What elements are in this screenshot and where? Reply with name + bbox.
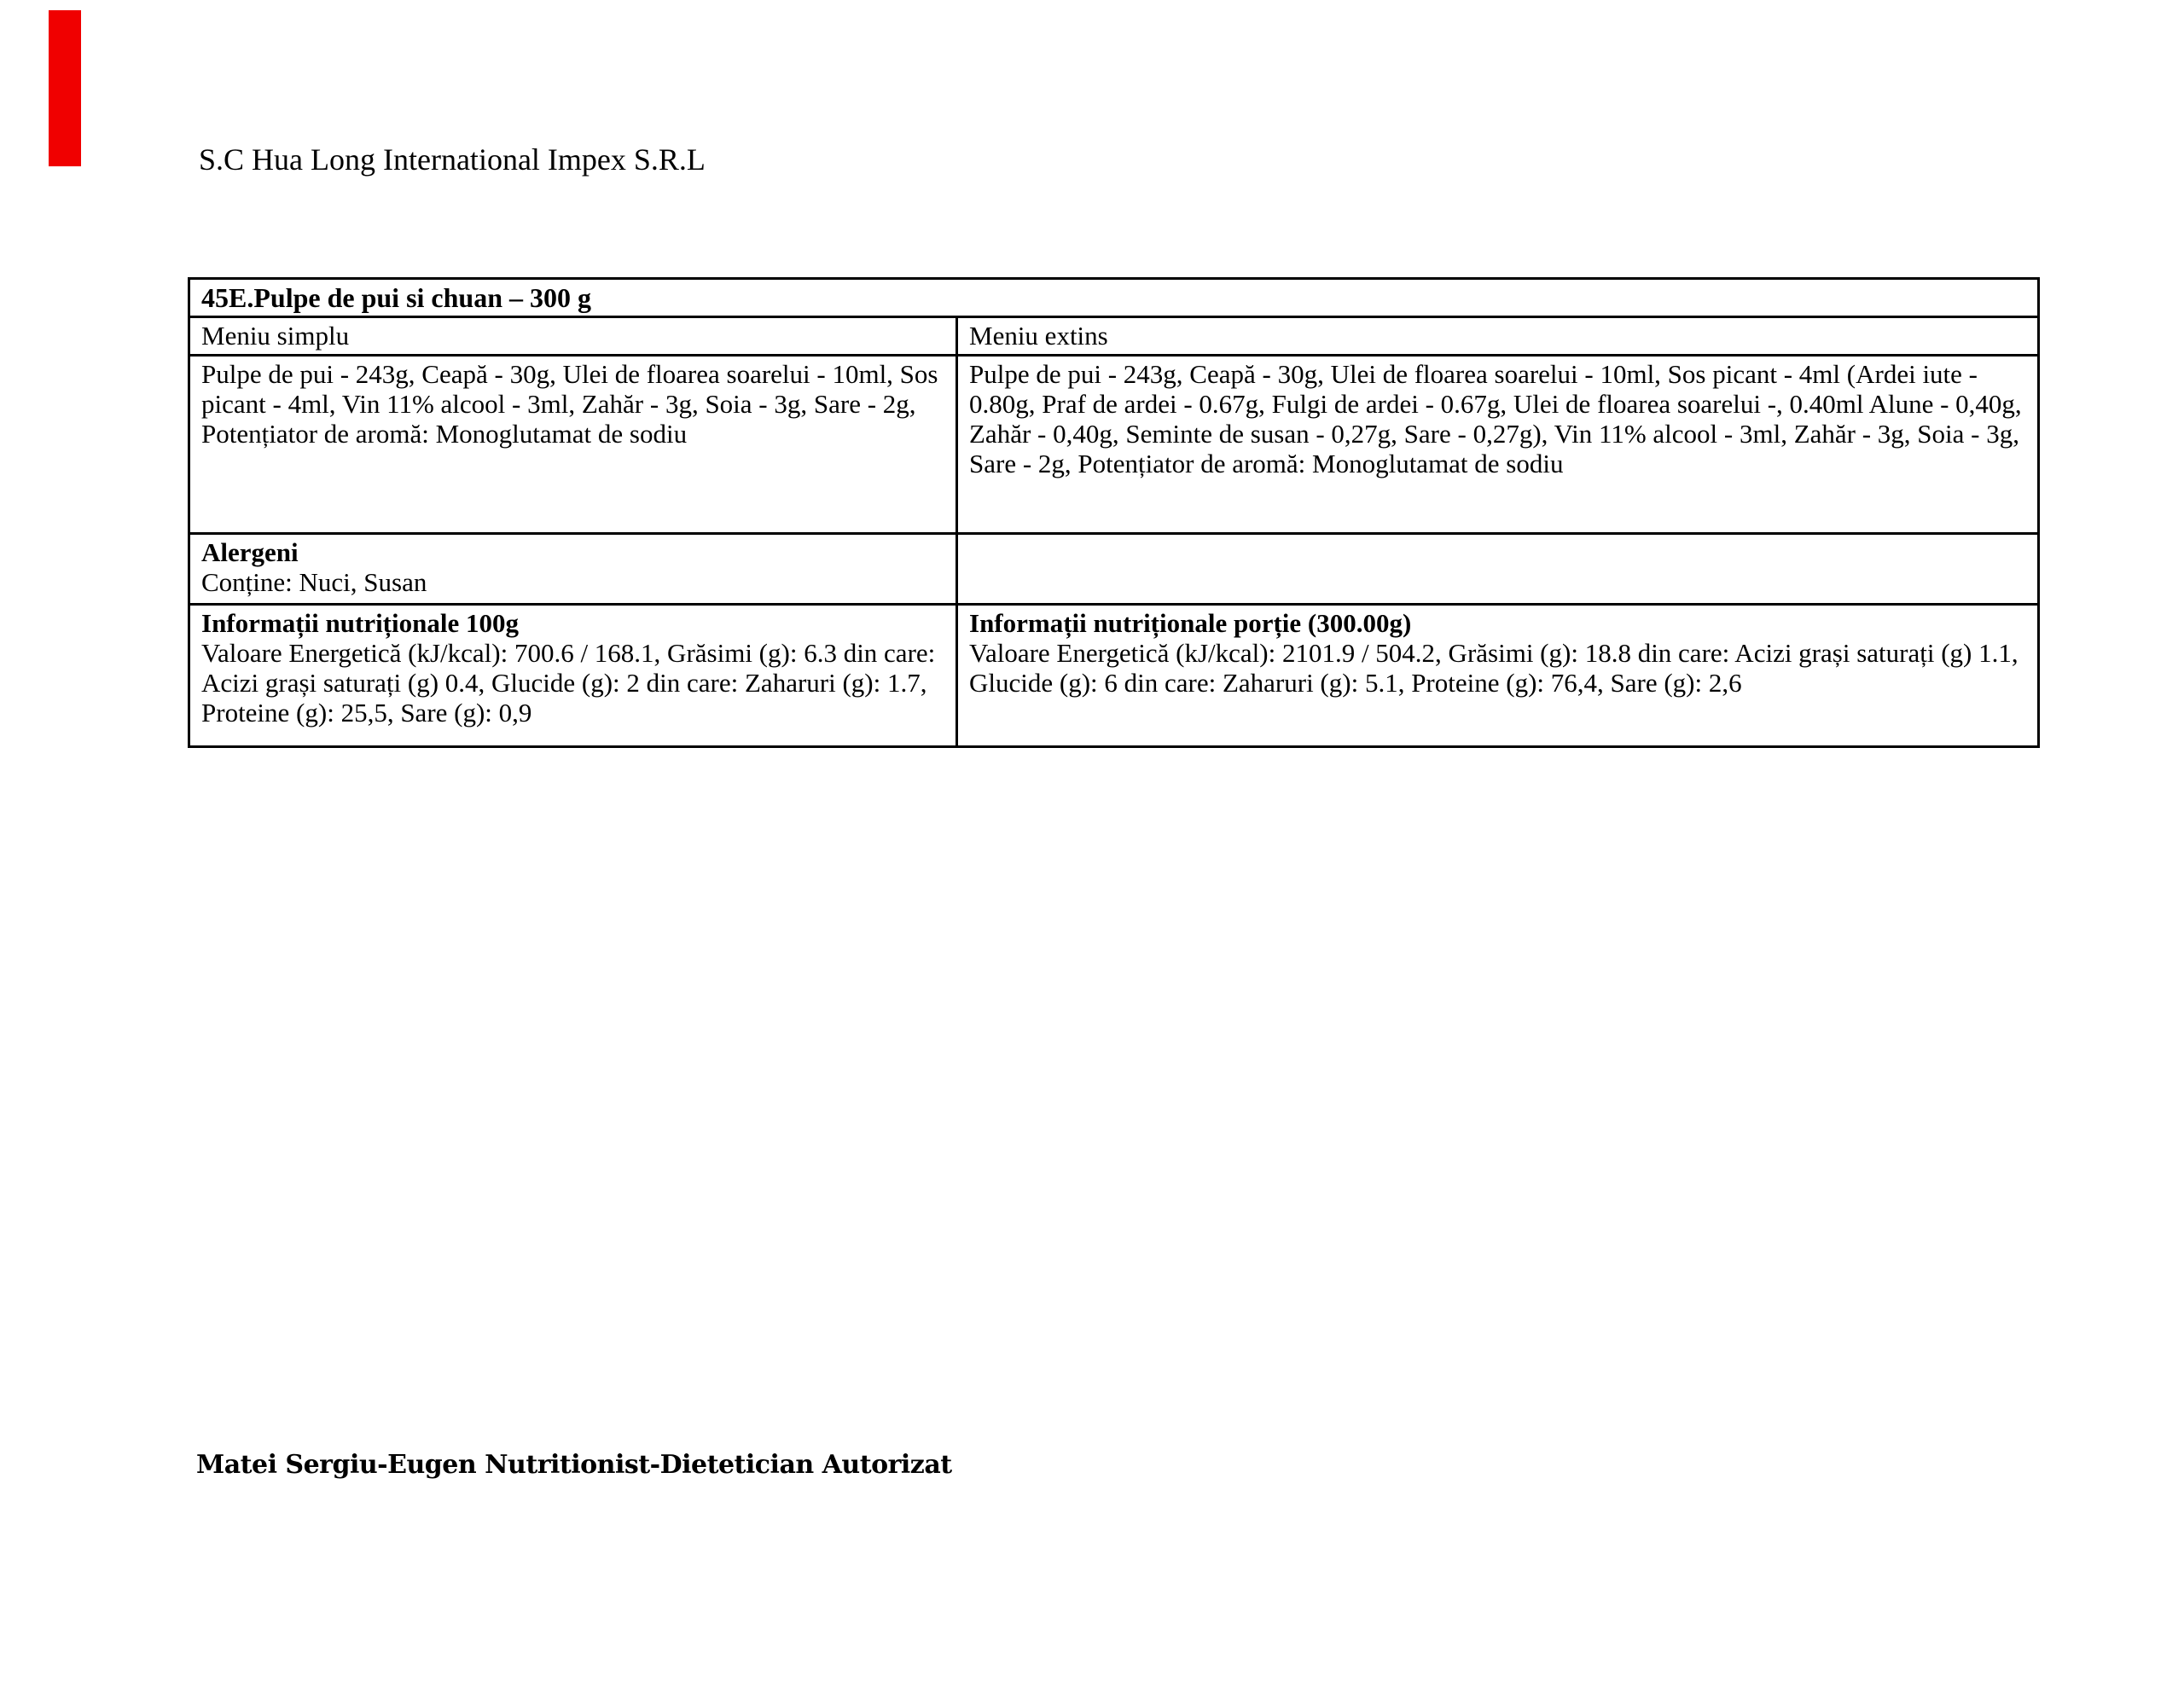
- nutrition-portion-body: Valoare Energetică (kJ/kcal): 2101.9 / 504.2, Grăsimi (g): 18.8 din care: Acizi grași saturați (g) 1.1, Glucide (g): 6 din care: Zaharuri (g): 5.1, Proteine (g): 76,4, Sare (g): 2,6: [969, 638, 2018, 698]
- nutrition-100g-title: Informații nutriționale 100g: [201, 608, 519, 638]
- company-name: S.C Hua Long International Impex S.R.L: [199, 142, 706, 177]
- nutrition-row: [189, 605, 2039, 747]
- nutrition-portion-cell: [957, 605, 2039, 747]
- menu-table: [188, 277, 2040, 748]
- column-header-row: [189, 317, 2039, 356]
- menu-title-row: [189, 279, 2039, 317]
- red-marker-bar: [49, 10, 81, 166]
- nutritionist-signature: Matei Sergiu-Eugen Nutritionist-Dietetician Autorizat: [196, 1450, 952, 1480]
- menu-title: 45E.Pulpe de pui si chuan – 300 g: [189, 279, 2039, 317]
- nutrition-portion-title: Informații nutriționale porție (300.00g): [969, 608, 1412, 638]
- nutrition-100g-cell: [189, 605, 957, 747]
- allergens-contains: Conține: Nuci, Susan: [201, 567, 427, 597]
- allergens-empty-cell: [957, 534, 2039, 605]
- ingredients-extended: Pulpe de pui - 243g, Ceapă - 30g, Ulei de floarea soarelui - 10ml, Sos picant - 4ml (Ardei iute - 0.80g, Praf de ardei - 0.67g, Fulgi de ardei - 0.67g, Ulei de floarea soarelui -, 0.40ml Alune - 0,40g, Zahăr - 0,40g, Seminte de susan - 0,27g, Sare - 0,27g), Vin 11% alcool - 3ml, Zahăr - 3g, Soia - 3g, Sare - 2g, Potențiator de aromă: Monoglutamat de sodiu: [957, 356, 2039, 534]
- col-header-extended: Meniu extins: [957, 317, 2039, 356]
- allergens-title: Alergeni: [201, 537, 299, 567]
- allergens-row: [189, 534, 2039, 605]
- ingredients-row: [189, 356, 2039, 534]
- allergens-cell: [189, 534, 957, 605]
- nutrition-100g-body: Valoare Energetică (kJ/kcal): 700.6 / 168.1, Grăsimi (g): 6.3 din care: Acizi grași saturați (g) 0.4, Glucide (g): 2 din care: Zaharuri (g): 1.7, Proteine (g): 25,5, Sare (g): 0,9: [201, 638, 936, 728]
- ingredients-simple: Pulpe de pui - 243g, Ceapă - 30g, Ulei de floarea soarelui - 10ml, Sos picant - 4ml, Vin 11% alcool - 3ml, Zahăr - 3g, Soia - 3g, Sare - 2g, Potențiator de aromă: Monoglutamat de sodiu: [189, 356, 957, 534]
- col-header-simple: Meniu simplu: [189, 317, 957, 356]
